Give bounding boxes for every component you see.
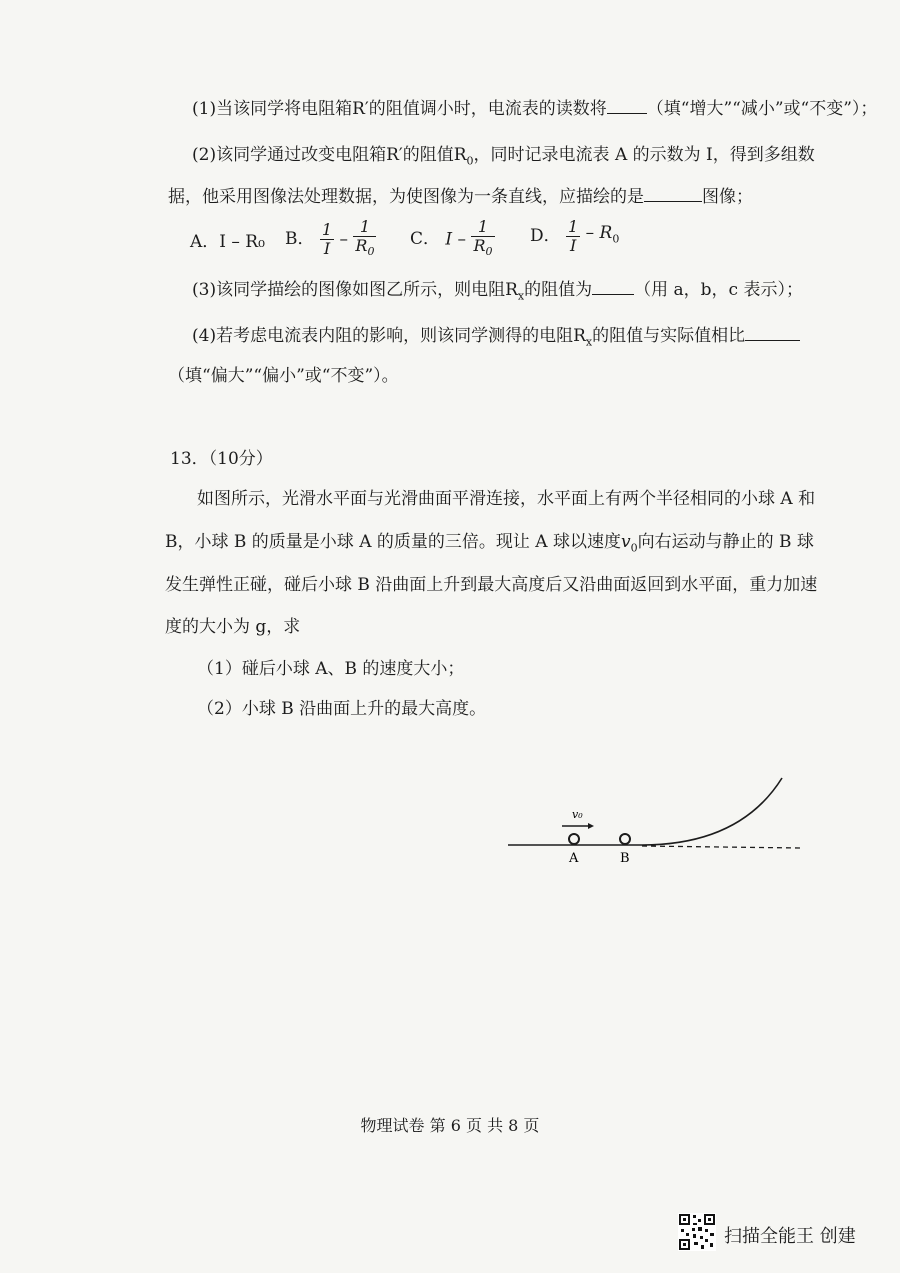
option-c-label: C． [410,229,441,250]
q13-para-line4-text: 度的大小为 g，求 [165,617,301,637]
answer-blank [592,276,634,295]
q12-part1-text: (1)当该同学将电阻箱R′的阻值调小时，电流表的读数将 [192,99,607,119]
q13-para-line3-text: 发生弹性正碰，碰后小球 B 沿曲面上升到最大高度后又沿曲面返回到水平面，重力加速 [165,575,818,595]
q13-heading-text: 13．（10分） [170,449,273,469]
ball-a-label: A [569,851,579,866]
q13-para-line3 [165,573,817,597]
q13-para-line4 [165,615,300,639]
watermark-text: 扫描全能王 创建 [724,1226,856,1247]
ball-b [620,834,630,844]
q12-part2-text: (2)该同学通过改变电阻箱R′的阻值R [192,145,467,165]
q13-para-line1-text: 如图所示，光滑水平面与光滑曲面平滑连接，水平面上有两个半径相同的小球 A 和 [197,489,816,509]
q12-part3-text: (3)该同学描绘的图像如图乙所示，则电阻R [192,280,518,300]
q13-heading [170,447,273,471]
q13-para-line2: B，小球 B 的质量是小球 A 的质量的三倍。现让 A 球以速度$v_0$向右运动与静止的 B 球 [165,532,814,555]
q13-para-line1 [197,487,815,511]
q13-para-line2-tail: 向右运动与静止的 B 球 [637,532,814,552]
answer-blank [607,95,647,114]
ball-a [569,834,579,844]
scanner-watermark [724,1222,856,1248]
q12-part1 [192,95,877,121]
answer-blank [745,322,800,341]
dashed-extension [642,846,800,848]
option-a-text: A．I – R₀ [190,232,265,252]
q13-sub1 [197,657,464,681]
q12-part4-line2 [168,364,399,388]
q13-sub2-text: （2）小球 B 沿曲面上升的最大高度。 [197,699,487,719]
q12-part2-line1: (2)该同学通过改变电阻箱R′的阻值$R_0$，同时记录电流表 A 的示数为 I，得到多组数 [192,145,815,168]
curved-surface [642,778,782,845]
answer-blank [644,183,702,202]
option-c: C． I – $\frac{1}{R_0}$ [410,217,493,259]
option-b: B． $\frac{1}{I}$ – $\frac{1}{R_0}$ [285,217,375,259]
page-footer [0,1113,900,1136]
q12-part3: (3)该同学描绘的图像如图乙所示，则电阻$R_x$的阻值为 （用 a，b，c 表示）； [192,276,803,308]
q12-part1-tail: （填“增大”“减小”或“不变”）； [646,99,878,119]
footer-text: 物理试卷 第 6 页 共 8 页 [360,1116,540,1135]
q13-para-line2-text: B，小球 B 的质量是小球 A 的质量的三倍。现让 A 球以速度 [165,532,621,552]
q12-part4-text: (4)若考虑电流表内阻的影响，则该同学测得的电阻R [192,326,586,346]
option-a [190,230,265,254]
q12-part2-tail: 图像； [702,187,753,207]
q12-part4-tail: 的阻值与实际值相比 [592,326,746,346]
option-d-label: D． [530,226,561,246]
qr-code-icon [678,1213,716,1251]
q13-sub1-text: （1）碰后小球 A、B 的速度大小； [197,659,465,679]
q12-part2-line2 [168,183,753,209]
q12-part4-text-b: （填“偏大”“偏小”或“不变”）。 [168,366,399,386]
q12-part2-text-c: 据，他采用图像法处理数据，为使图像为一条直线，应描绘的是 [168,187,644,207]
option-d: D． $\frac{1}{I}$ – $R_0$ [530,217,620,255]
velocity-label: v₀ [572,808,583,821]
q12-part4: (4)若考虑电流表内阻的影响，则该同学测得的电阻$R_x$的阻值与实际值相比 [192,322,800,354]
option-b-label: B． [285,229,315,250]
q13-sub2 [197,697,486,721]
ball-b-label: B [620,851,630,866]
q12-part2-text-b: ，同时记录电流表 A 的示数为 I，得到多组数 [473,145,815,165]
velocity-arrow-head [588,823,594,829]
collision-figure [500,760,820,880]
q12-part3-tail: 的阻值为 [524,280,593,300]
q12-part3-tail2: （用 a，b，c 表示）； [634,280,803,300]
